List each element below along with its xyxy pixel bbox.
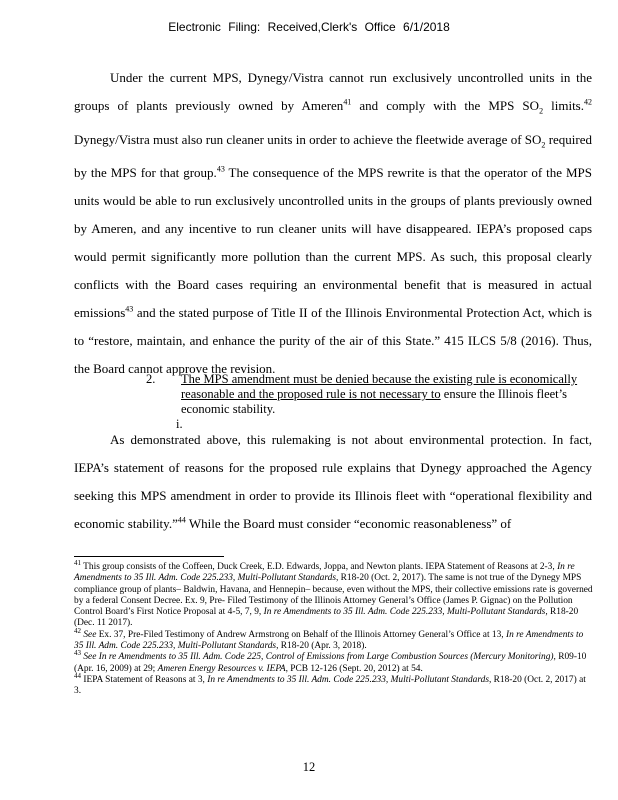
p2-sentence-2: While the Board must consider “economic reasonableness” of	[185, 516, 512, 531]
footnote-ref-42: 42	[584, 97, 592, 107]
p1-sentence-3: Dynegy/Vistra must also run cleaner units in order to achieve the fleetwide average of SO	[74, 131, 542, 147]
footnote-44: $^{44}$ IEPA Statement of Reasons at 3, In re Amendments to 35 Ill. Adm. Code 225.233, Multi-Pollutant Standards, R18-20 (Oct. 2, 2017) at 3.	[74, 671, 586, 697]
p1-sentence-4: The consequence of the MPS rewrite is that the operator of the MPS units would be able to run exclusively uncontrolled units in the groups of plants previously owned by Ameren, and any incentive to run cleaner units will have disappeared. IEPA’s proposed caps would permit significantly more pollution than the current MPS. As such, this proposal clearly conflicts with the Board cases requiring an environmental benefit that is measured in actual emissions	[74, 165, 592, 321]
footnote-42: $^{42}$ See Ex. 37, Pre-Filed Testimony of Andrew Armstrong on Behalf of the Illinois Attorney General’s Office at 13, In re Amendments to 35 Ill. Adm. Code 225.233, Multi-Pollutant Standards, R18-20 (Apr. 3, 2018).	[74, 626, 584, 652]
footnote-divider	[74, 556, 224, 557]
p1-sentence-1: Under the current MPS, Dynegy/Vistra cannot run exclusively uncontrolled units in the groups of plants previously owned by Ameren	[74, 70, 592, 113]
body-paragraph-2	[74, 426, 592, 538]
subscript-2: 2	[539, 106, 544, 116]
subscript-2b: 2	[541, 140, 546, 150]
footnotes	[74, 558, 594, 698]
p1-sentence-2b: limits.	[543, 98, 584, 113]
footnote-ref-41: 41	[343, 97, 352, 107]
heading-underlined-text: The MPS amendment must be denied because the existing rule is economically reasonable and the proposed rule is not necessary to	[181, 372, 578, 401]
page-number: 12	[302, 760, 316, 774]
heading-rest-text: ensure the Illinois fleet’s economic stability.	[181, 387, 567, 416]
heading-number: 2.	[146, 372, 156, 386]
filing-header: Electronic Filing: Received,Clerk's Office 6/1/2018	[168, 20, 450, 34]
p1-sentence-2: and comply with the MPS SO	[351, 98, 540, 113]
heading-subnumber: i.	[176, 417, 183, 431]
footnote-ref-44: 44	[177, 515, 186, 525]
p1-sentence-5: and the stated purpose of Title II of the Illinois Environmental Protection Act, which is to “restore, maintain, and enhance the purity of the air of this State.” 415 ILCS 5/8 (2016). Thus, the Board cannot approve the revision.	[74, 305, 592, 377]
body-paragraph-1	[74, 64, 592, 383]
footnote-ref-43b: 43	[125, 304, 134, 314]
footnote-ref-43: 43	[216, 164, 225, 174]
p2-sentence-1: As demonstrated above, this rulemaking is not about environmental protection. In fact, IEPA’s statement of reasons for the proposed rule explains that Dynegy approached the Agency seeking this MPS amendment in order to provide its Illinois fleet with “operational flexibility and economic stability.”	[74, 432, 592, 531]
footnote-41: $^{41}$ This group consists of the Coffeen, Duck Creek, E.D. Edwards, Joppa, and Newton plants. IEPA Statement of Reasons at 2-3, In re Amendments to 35 Ill. Adm. Code 225.233, Multi-Pollutant Standards, R18-20 (Oct. 2, 2017). The same is not true of the Dynegy MPS compliance group of plants– Baldwin, Havana, and Hennepin– because, even without the MPS, their collective emissions rate is governed by a federal Consent Decree. Ex. 9, Pre- Filed Testimony of the Illinois Attorney General’s Office (James P. Gignac) on the Pollution Control Board’s First Notice Proposal at 4-5, 7, 9, In re Amendments to 35 Ill. Adm. Code 225.233, Multi-Pollutant Standards, R18-20 (Dec. 11 2017).	[74, 558, 593, 629]
footnote-43: $^{43}$ See In re Amendments to 35 Ill. Adm. Code 225, Control of Emissions from Large Combustion Sources (Mercury Monitoring), R09-10 (Apr. 16, 2009) at 29; Ameren Energy Resources v. IEPA, PCB 12-126 (Sept. 20, 2012) at 54.	[74, 649, 587, 674]
p1-sentence-3b: required by the MPS for that group.	[74, 131, 593, 181]
